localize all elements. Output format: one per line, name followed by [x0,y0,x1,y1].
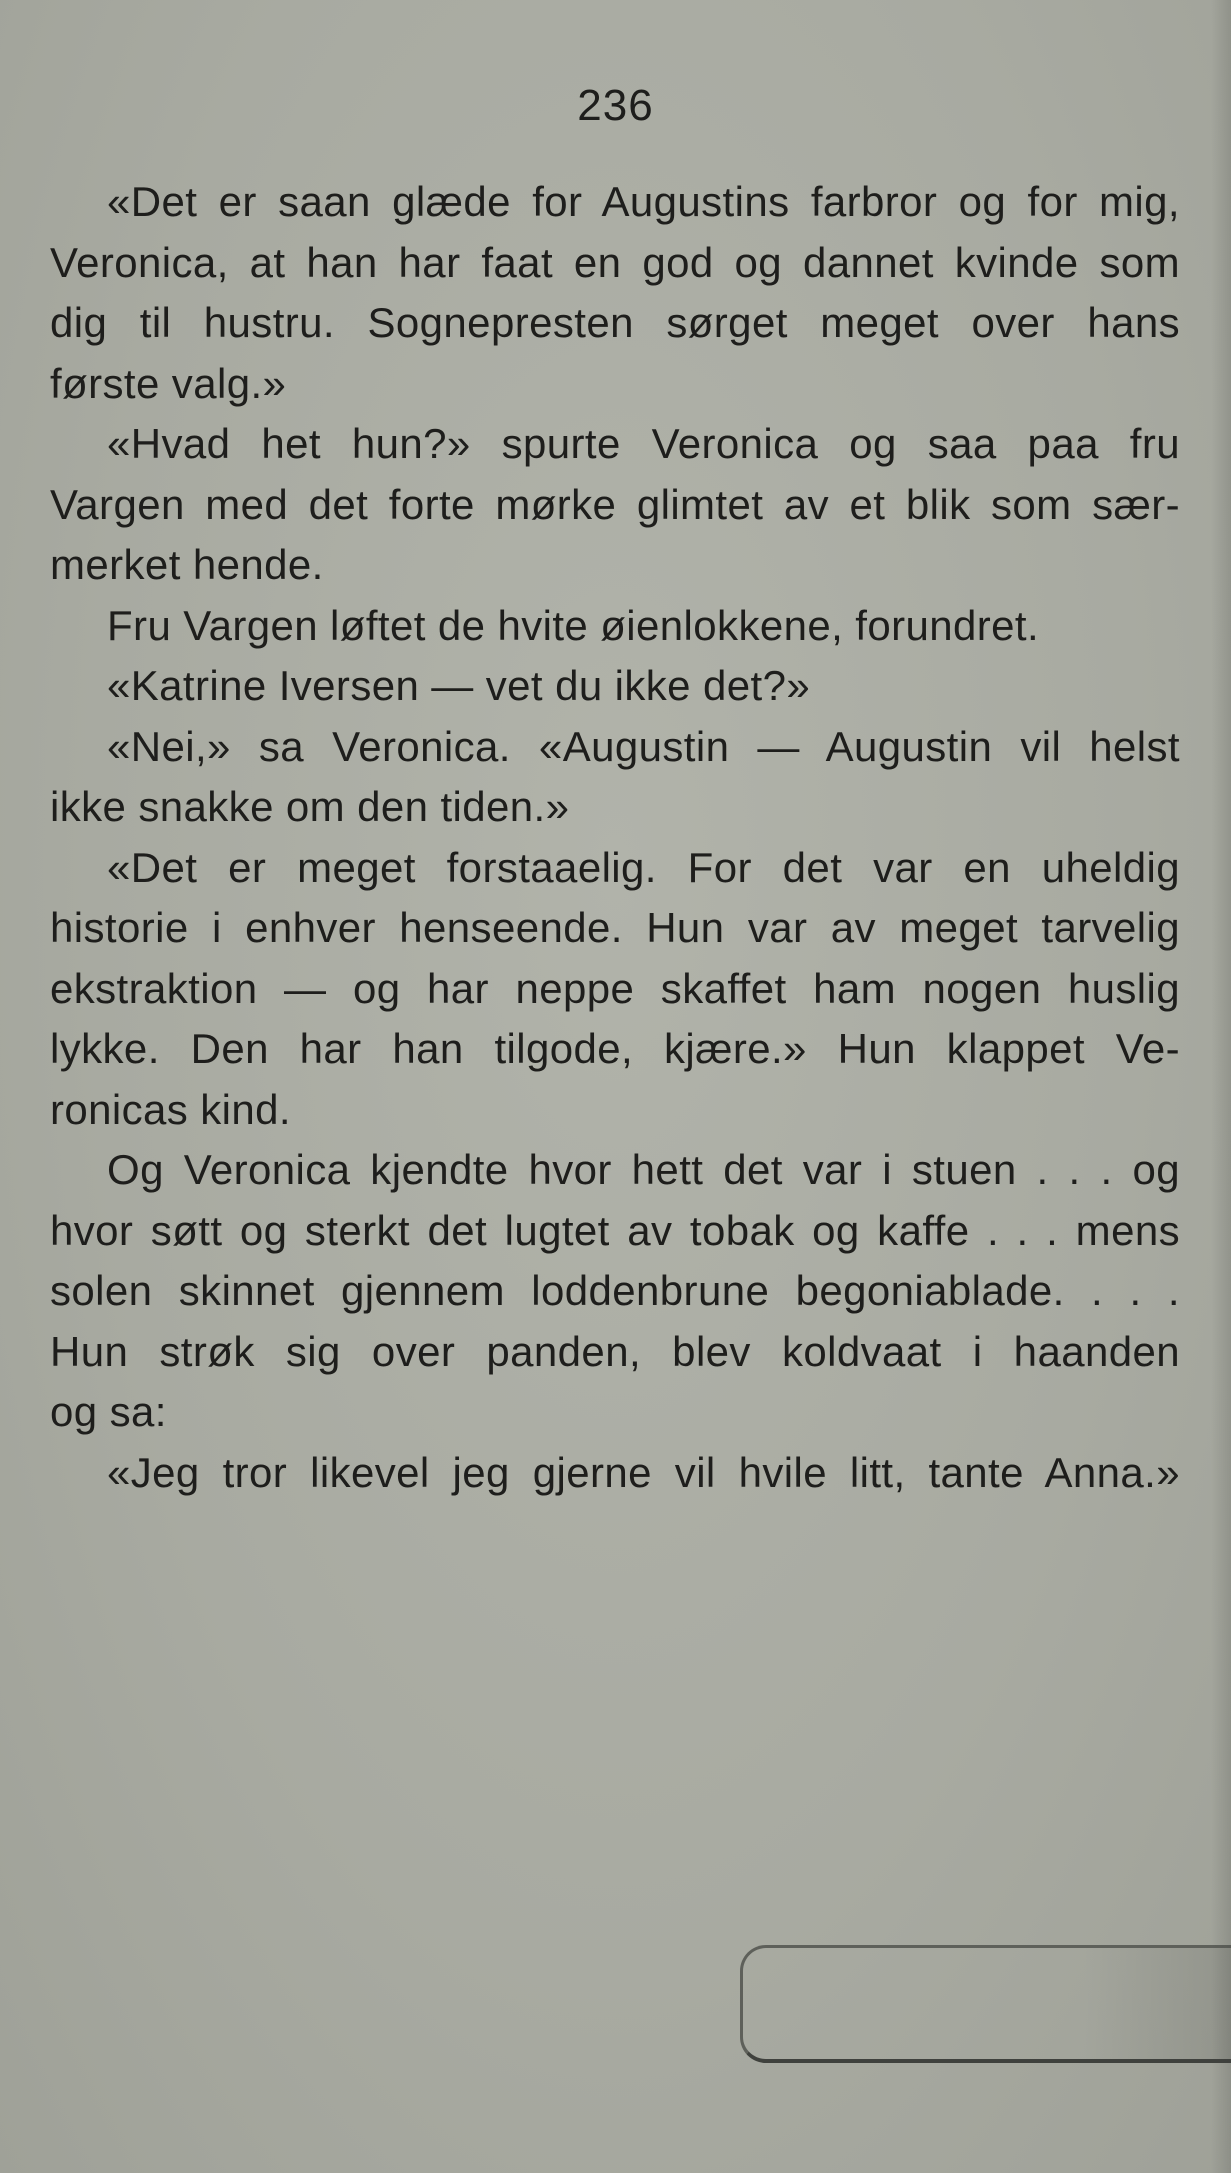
text-line: dig til hustru. Sognepresten sørget meget over hans [50,299,1180,346]
text-line: Og Veronica kjendte hvor hett det var i stuen . . . og [107,1146,1180,1193]
text-line: hvor søtt og sterkt det lugtet av tobak og kaffe . . . mens [50,1206,1180,1254]
text-line: merket hende. [50,541,324,588]
body-text [50,172,1180,1503]
text-line: Veronica, at han har faat en god og dannet kvinde som [50,238,1180,286]
text-line: «Det er saan glæde for Augustins farbror og for mig, [107,178,1180,225]
text-line: og sa: [50,1388,167,1435]
text-line: første valg.» [50,359,287,407]
text-line: ikke snakke om den tiden.» [50,783,570,830]
page-number: 236 [577,81,654,130]
text-line: solen skinnet gjennem loddenbrune begoniablade. . . . [50,1267,1180,1314]
text-line: «Hvad het hun?» spurte Veronica og saa paa fru [107,420,1180,467]
text-line: «Katrine Iversen — vet du ikke det?» [107,662,811,709]
text-line: Hun strøk sig over panden, blev koldvaat i haanden [50,1327,1180,1375]
text-line: historie i enhver henseende. Hun var av meget tarvelig [50,904,1180,951]
page-edge-frame [740,1945,1231,2063]
text-line: Fru Vargen løftet de hvite øienlokkene, forundret. [107,601,1040,649]
text-line: «Jeg tror likevel jeg gjerne vil hvile litt, tante Anna.» [107,1448,1180,1496]
text-line: «Det er meget forstaaelig. For det var en uheldig [107,843,1180,891]
page-edge-shadow [1211,0,1231,2173]
text-line: «Nei,» sa Veronica. «Augustin — Augustin vil helst [107,722,1180,770]
text-line: lykke. Den har han tilgode, kjære.» Hun klappet Ve- [50,1025,1180,1072]
text-line: Vargen med det forte mørke glimtet av et blik som sær- [50,480,1180,528]
text-line: ronicas kind. [50,1085,291,1133]
text-line: ekstraktion — og har neppe skaffet ham nogen huslig [50,964,1180,1012]
